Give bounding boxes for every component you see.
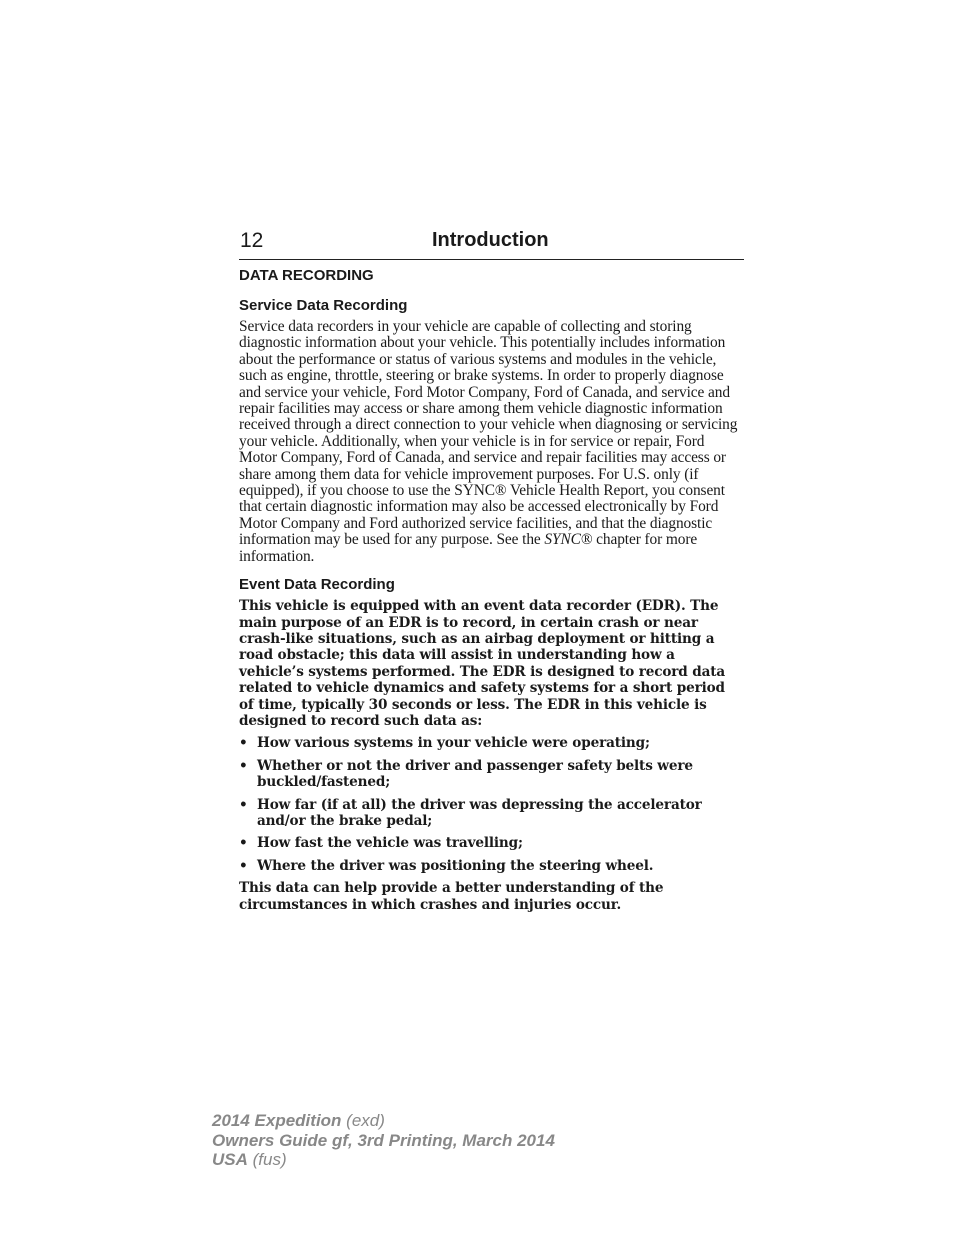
- footer-model-line: [212, 1111, 555, 1131]
- footer-market-line: [212, 1150, 555, 1170]
- sync-chapter-reference: SYNC®: [544, 531, 593, 549]
- page-number: 12: [240, 229, 264, 252]
- service-paragraph-end: chapter for more information.: [239, 531, 698, 565]
- bullet-icon: •: [239, 835, 248, 852]
- list-item-text: How far (if at all) the driver was depressing the accelerator and/or the brake pedal;: [257, 796, 702, 829]
- list-item: [239, 735, 744, 751]
- footer-model: 2014 Expedition: [212, 1111, 342, 1130]
- list-item-text: How various systems in your vehicle were operating;: [257, 735, 650, 752]
- list-item-text: How fast the vehicle was travelling;: [257, 835, 523, 852]
- data-recording-heading: DATA RECORDING: [239, 267, 374, 284]
- footer-market-code: (fus): [247, 1150, 287, 1169]
- list-item: [239, 835, 744, 851]
- bullet-icon: •: [239, 857, 248, 874]
- list-item: [239, 758, 744, 791]
- bullet-icon: •: [239, 735, 248, 752]
- service-paragraph-text: Service data recorders in your vehicle are capable of collecting and storing diagnostic information about your vehicle. This potentially includes information about the performance or status of various systems and modules in the vehicle, such as engine, throttle, steering or brake systems. In order to properly diagnose and service your vehicle, Ford Motor Company, Ford of Canada, and service and repair facilities may access or share among them vehicle diagnostic information received through a direct connection to your vehicle when diagnosing or servicing your vehicle. Additionally, when your vehicle is in for service or repair, Ford Motor Company, Ford of Canada, and service and repair facilities may access or share among them data for vehicle improvement purposes. For U.S. only (if equipped), if you choose to use the SYNC® Vehicle Health Report, you consent that certain diagnostic information may also be accessed electronically by Ford Motor Company and Ford authorized service facilities, and that the diagnostic information may be used for any purpose. See the: [239, 318, 738, 549]
- section-title: Introduction: [432, 229, 549, 251]
- list-item-text: Whether or not the driver and passenger safety belts were buckled/fastened;: [257, 757, 693, 791]
- footer-market: USA: [212, 1150, 248, 1169]
- bullet-icon: •: [239, 796, 248, 813]
- list-item-text: Where the driver was positioning the steering wheel.: [257, 857, 654, 874]
- bullet-icon: •: [239, 757, 248, 774]
- document-footer: [212, 1111, 555, 1170]
- event-data-recording-subheading: Event Data Recording: [239, 576, 395, 594]
- footer-model-code: (exd): [341, 1111, 385, 1130]
- list-item: [239, 797, 744, 830]
- list-item: [239, 858, 744, 874]
- edr-closing-paragraph: This data can help provide a better understanding of the circumstances in which crashes and injuries occur.: [239, 880, 664, 913]
- edr-intro-paragraph: This vehicle is equipped with an event data recorder (EDR). The main purpose of an EDR is to record, in certain crash or near crash-like situations, such as an airbag deployment or hitting a road obstacle; this data will assist in understanding how a vehicle’s systems performed. The EDR is designed to record data related to vehicle dynamics and safety systems for a short period of time, typically 30 seconds or less. The EDR in this vehicle is designed to record such data as:: [239, 598, 726, 729]
- page-header: [239, 229, 744, 260]
- edr-data-list: [239, 735, 744, 874]
- main-content: [239, 266, 744, 913]
- footer-printing-line: Owners Guide gf, 3rd Printing, March 2014: [212, 1130, 555, 1150]
- service-data-paragraph: [239, 319, 744, 565]
- service-data-recording-subheading: Service Data Recording: [239, 297, 408, 314]
